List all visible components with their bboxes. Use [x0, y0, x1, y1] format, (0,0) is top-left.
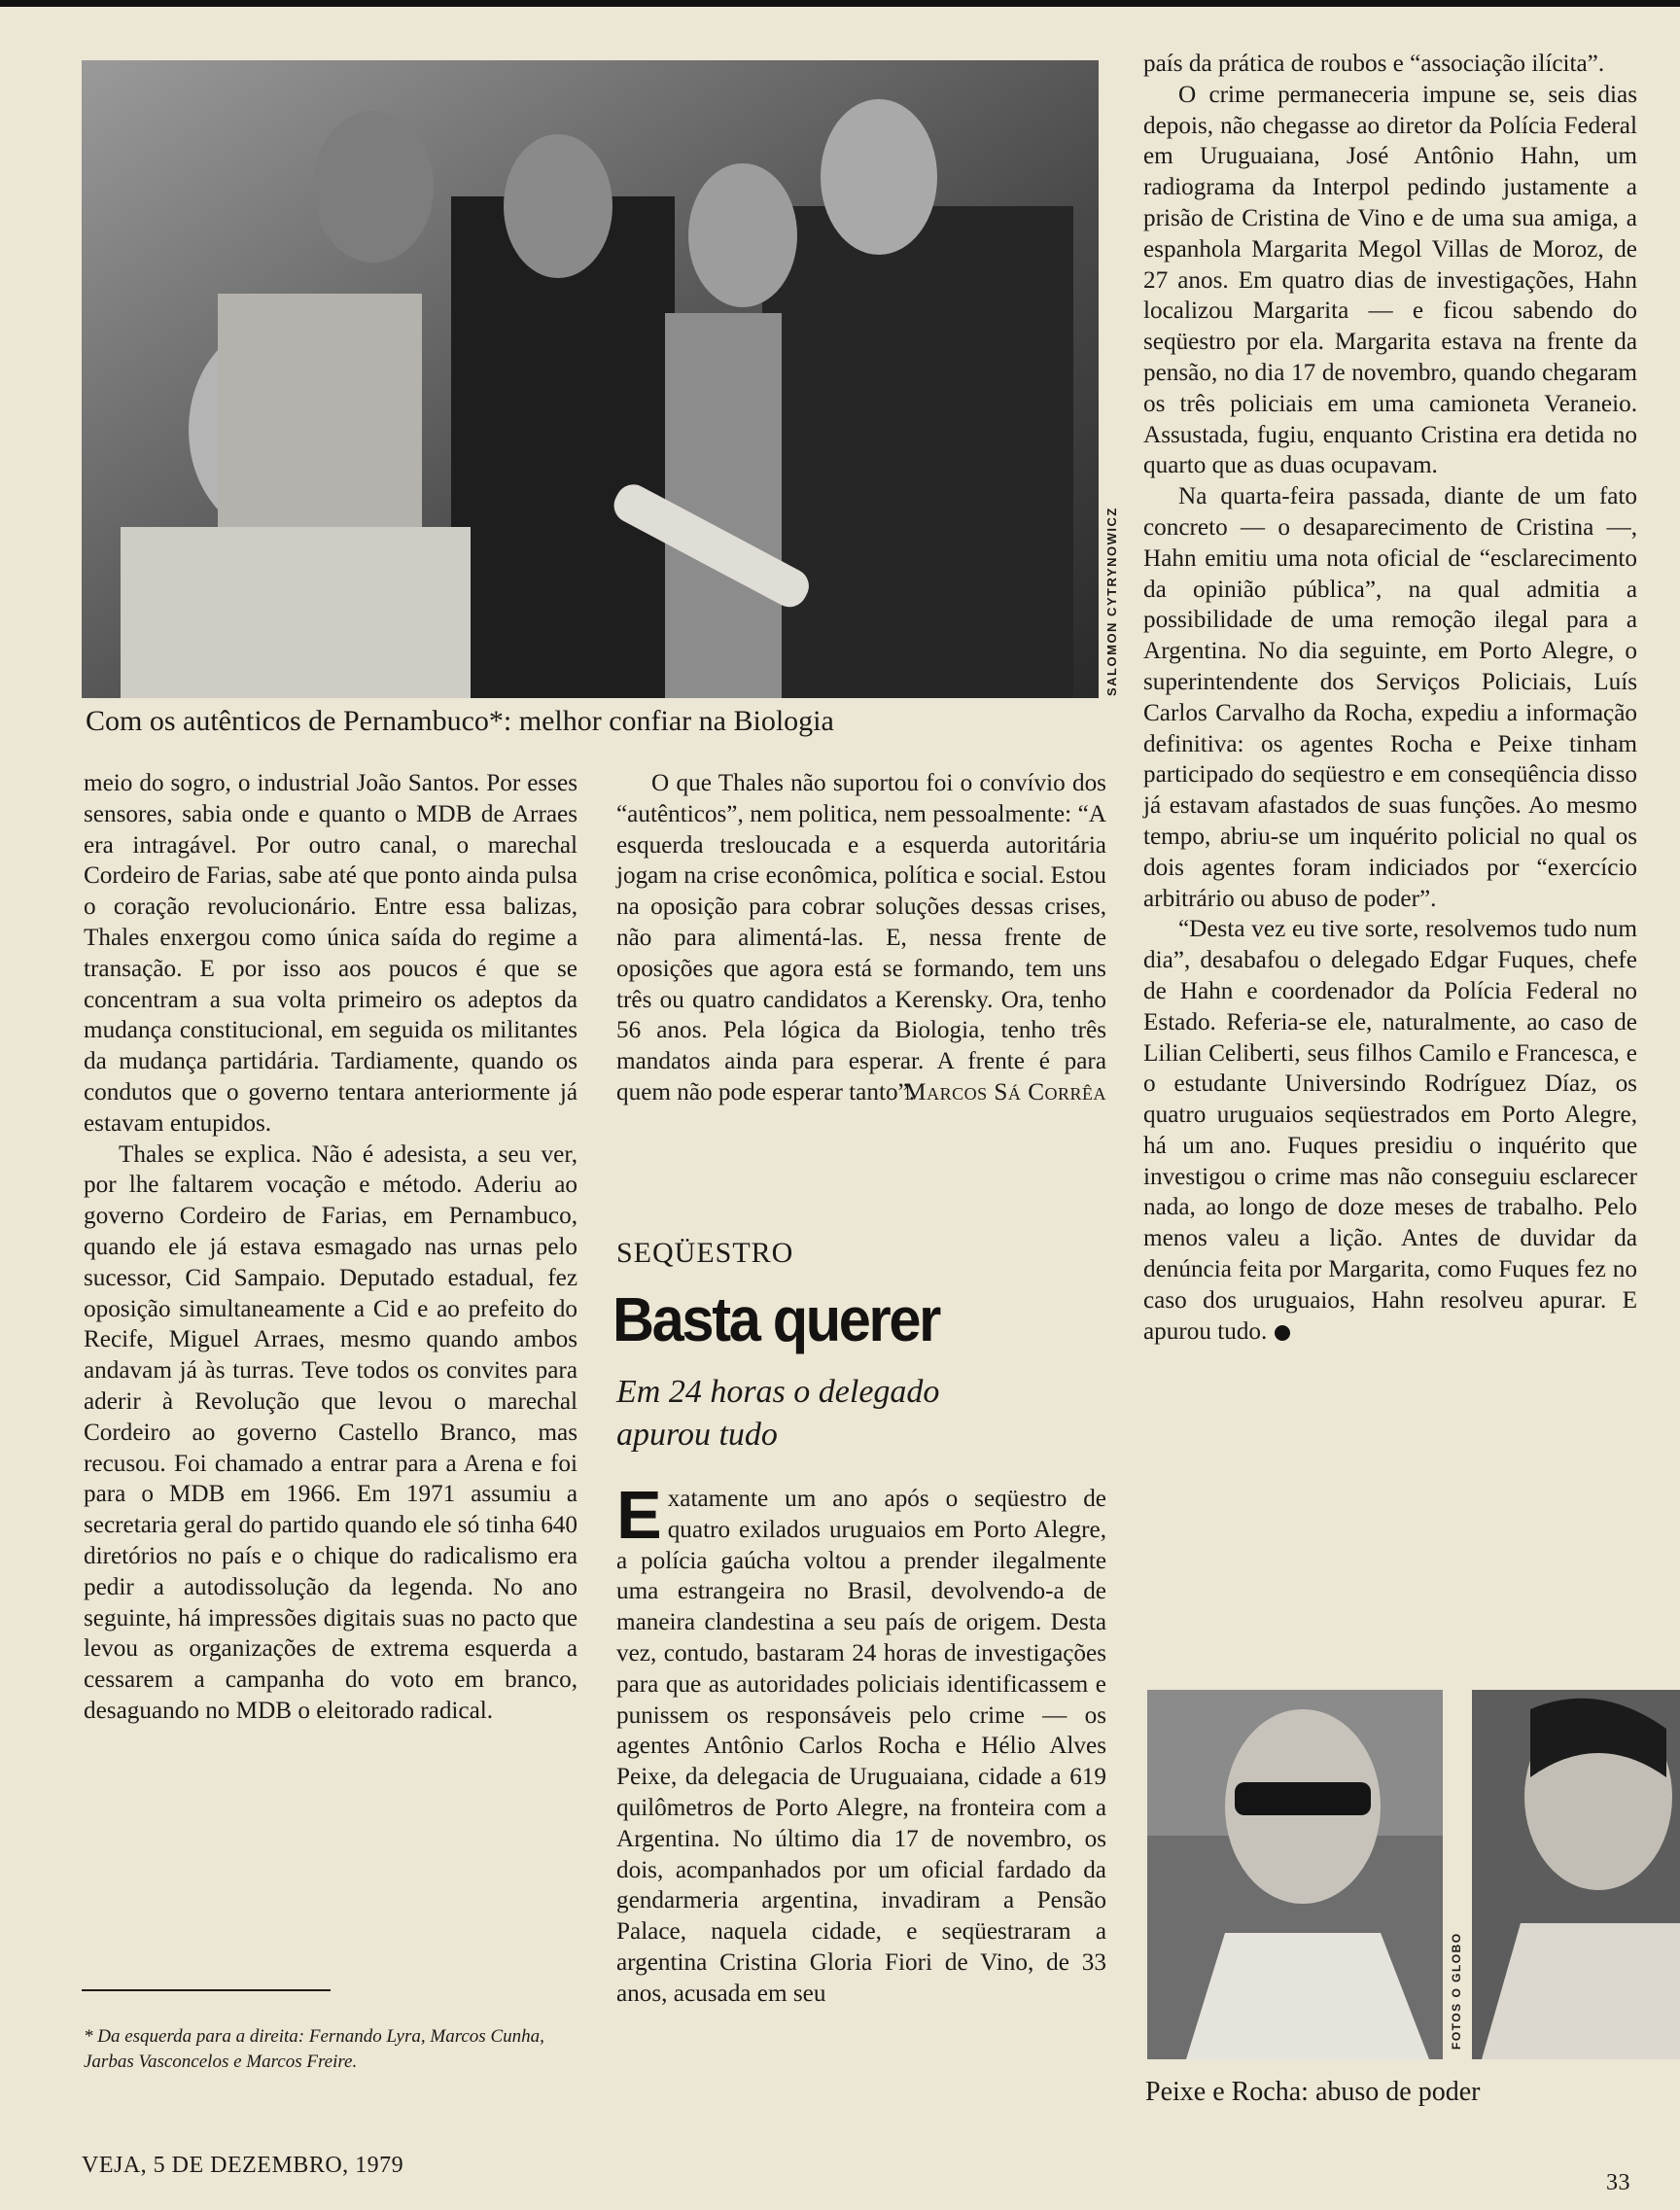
section-label: SEQÜESTRO — [616, 1237, 794, 1269]
footnote-rule — [82, 1989, 331, 1991]
page-number: 33 — [1606, 2170, 1630, 2195]
column-1 — [84, 768, 578, 1727]
column-3-paragraph: país da prática de roubos e “associação ilícita”. — [1143, 51, 1605, 77]
column-3-paragraph: “Desta vez eu tive sorte, resolvemos tudo num dia”, desabafou o delegado Edgar Fuques, chefe de Hahn e coordenador da Polícia Federal no Estado. Referia-se ele, naturalmente, ao caso de Lilian Celiberti, seus filhos Camilo e Francesca, e o estudante Universindo Rodríguez Díaz, os quatro uruguaios seqüestrados em Porto Alegre, há um ano. Fuques presidiu o inquérito que investigou o crime mas não conseguiu esclarecer nada, ao longo de doze meses de trabalho. Pelo menos valeu a lição. Antes de duvidar da denúncia feita por Margarita, como Fuques fez no caso dos uruguaios, Hahn resolveu apurar. E apurou tudo. — [1143, 916, 1637, 1345]
publication-footer: VEJA, 5 DE DEZEMBRO, 1979 — [82, 2153, 404, 2178]
small-photos-caption: Peixe e Rocha: abuso de poder — [1145, 2077, 1481, 2107]
photo-caption: Com os autênticos de Pernambuco*: melhor confiar na Biologia — [86, 705, 834, 737]
column-3-paragraph: O crime permaneceria impune se, seis dias depois, não chegasse ao diretor da Polícia Federal em Uruguaiana, José Antônio Hahn, um radiograma da Interpol pedindo justamente a prisão de Cristina de Vino e de uma sua amiga, a espanhola Margarita Megol Villas de Moroz, de 27 anos. Em quatro dias de investigações, Hahn localizou Margarita — e ficou sabendo do seqüestro por ela. Margarita estava na frente da pensão, no dia 17 de novembro, quando chegaram os três policiais em uma camioneta Veraneio. Assustada, fugiu, enquanto Cristina era detida no quarto que as duas ocupavam. — [1143, 81, 1637, 479]
article-lead-text: xatamente um ano após o seqüestro de quatro exilados uruguaios em Porto Alegre, a polícia gaúcha voltou a prender ilegalmente uma estrangeira no Brasil, devolvendo-a de maneira clandestina a seu país de origem. Desta vez, contudo, bastaram 24 horas de investigações para que as autoridades policiais identificassem e punissem os responsáveis pelo crime — os agentes Antônio Carlos Rocha e Hélio Alves Peixe, da delegacia de Uruguaiana, cidade a 619 quilômetros de Porto Alegre, na fronteira com a Argentina. No último dia 17 de novembro, os dois, acompanhados por um oficial fardado da gendarmeria argentina, invadiram a Pensão Palace, naquela cidade, e seqüestraram a argentina Cristina Gloria Fiori de Vino, de 33 anos, acusada em seu — [616, 1486, 1106, 2007]
main-photo — [82, 60, 1099, 698]
article-lead — [616, 1477, 1106, 2010]
column-2 — [616, 768, 1106, 1108]
photo-peixe — [1147, 1690, 1443, 2059]
photo-credit: SALOMON CYTRYNOWICZ — [1104, 507, 1119, 696]
top-border — [0, 0, 1680, 7]
column-3-paragraph: Na quarta-feira passada, diante de um fato concreto — o desaparecimento de Cristina —, Hahn emitiu uma nota oficial de “esclarecimento da opinião pública”, na qual admitia a possibilidade de uma remoção ilegal para a Argentina. No dia seguinte, em Porto Alegre, o superintendente dos Serviços Policiais, Luís Carlos Carvalho da Rocha, expediu a informação definitiva: os agentes Rocha e Peixe tinham participado do seqüestro e em conseqüência disso já estavam afastados de suas funções. Ao mesmo tempo, abriu-se um inquérito policial no qual os dois agentes foram indiciados por “exercício arbitrário ou abuso de poder”. — [1143, 483, 1637, 912]
footnote: * Da esquerda para a direita: Fernando Lyra, Marcos Cunha, Jarbas Vasconcelos e Marcos Freire. — [84, 2026, 544, 2072]
photo-credit-small: FOTOS O GLOBO — [1450, 1932, 1463, 2050]
end-mark-icon — [1275, 1325, 1290, 1341]
portrait-photo-icon — [1147, 1690, 1443, 2059]
photo-rocha — [1472, 1690, 1680, 2059]
headline: Basta querer — [612, 1284, 939, 1354]
column-3 — [1143, 49, 1637, 1347]
drop-cap: E — [616, 1477, 662, 1553]
author-signature: Marcos Sá Corrêa — [904, 1078, 1106, 1105]
column-1-paragraph: Thales se explica. Não é adesista, a seu ver, por lhe faltarem vocação e método. Aderiu ao governo Cordeiro de Farias, em Pernambuco, quando ele já estava esmagado nas urnas pelo sucessor, Cid Sampaio. Deputado estadual, fez oposição simultaneamente a Cid e ao prefeito do Recife, Miguel Arraes, mesmo quando ambos andavam já às turras. Teve todos os convites para aderir à Revolução que levou o marechal Cordeiro ao governo Castello Branco, mas recusou. Foi chamado a entrar para a Arena e foi para o MDB em 1966. Em 1971 assumiu a secretaria geral do partido quando ele só tinha 640 diretórios no país e o chique do radicalismo era pedir a autodissolução da legenda. No ano seguinte, há impressões digitais suas no pacto que levou as organizações de extrema esquerda a cessarem a campanha do voto em branco, desaguando no MDB o eleitorado radical. — [84, 1140, 578, 1724]
column-1-paragraph: meio do sogro, o industrial João Santos. Por esses sensores, sabia onde e quanto o MDB de Arraes era intragável. Por outro canal, o marechal Cordeiro de Farias, sabe até que ponto ainda pulsa o coração revolucionário. Entre essa balizas, Thales enxergou como única saída do regime a transação. E por isso aos poucos é que se concentram a sua volta primeiro os adeptos da mudança constitucional, em seguida os militantes da mudança partidária. Tardiamente, quando os condutos que o governo tentara anteriormente já estavam entupidos. — [84, 770, 578, 1137]
deck-subtitle: Em 24 horas o delegado apurou tudo — [616, 1374, 940, 1453]
column-2-paragraph: O que Thales não suportou foi o convívio dos “autênticos”, nem politica, nem pessoalmente: “A esquerda tresloucada e a esquerda autoritária jogam na crise econômica, política e social. Estou na oposição para cobrar soluções dessas crises, não para alimentá-las. E, nessa frente de oposições que agora está se formando, tem uns três ou quatro candidatos a Kerensky. Ora, tenho 56 anos. Pela lógica da Biologia, tenho três mandatos ainda para esperar. A frente é para quem não pode esperar tanto”. — [616, 770, 1106, 1105]
portrait-photo-icon — [1472, 1690, 1680, 2059]
people-photo-icon — [82, 60, 1099, 698]
